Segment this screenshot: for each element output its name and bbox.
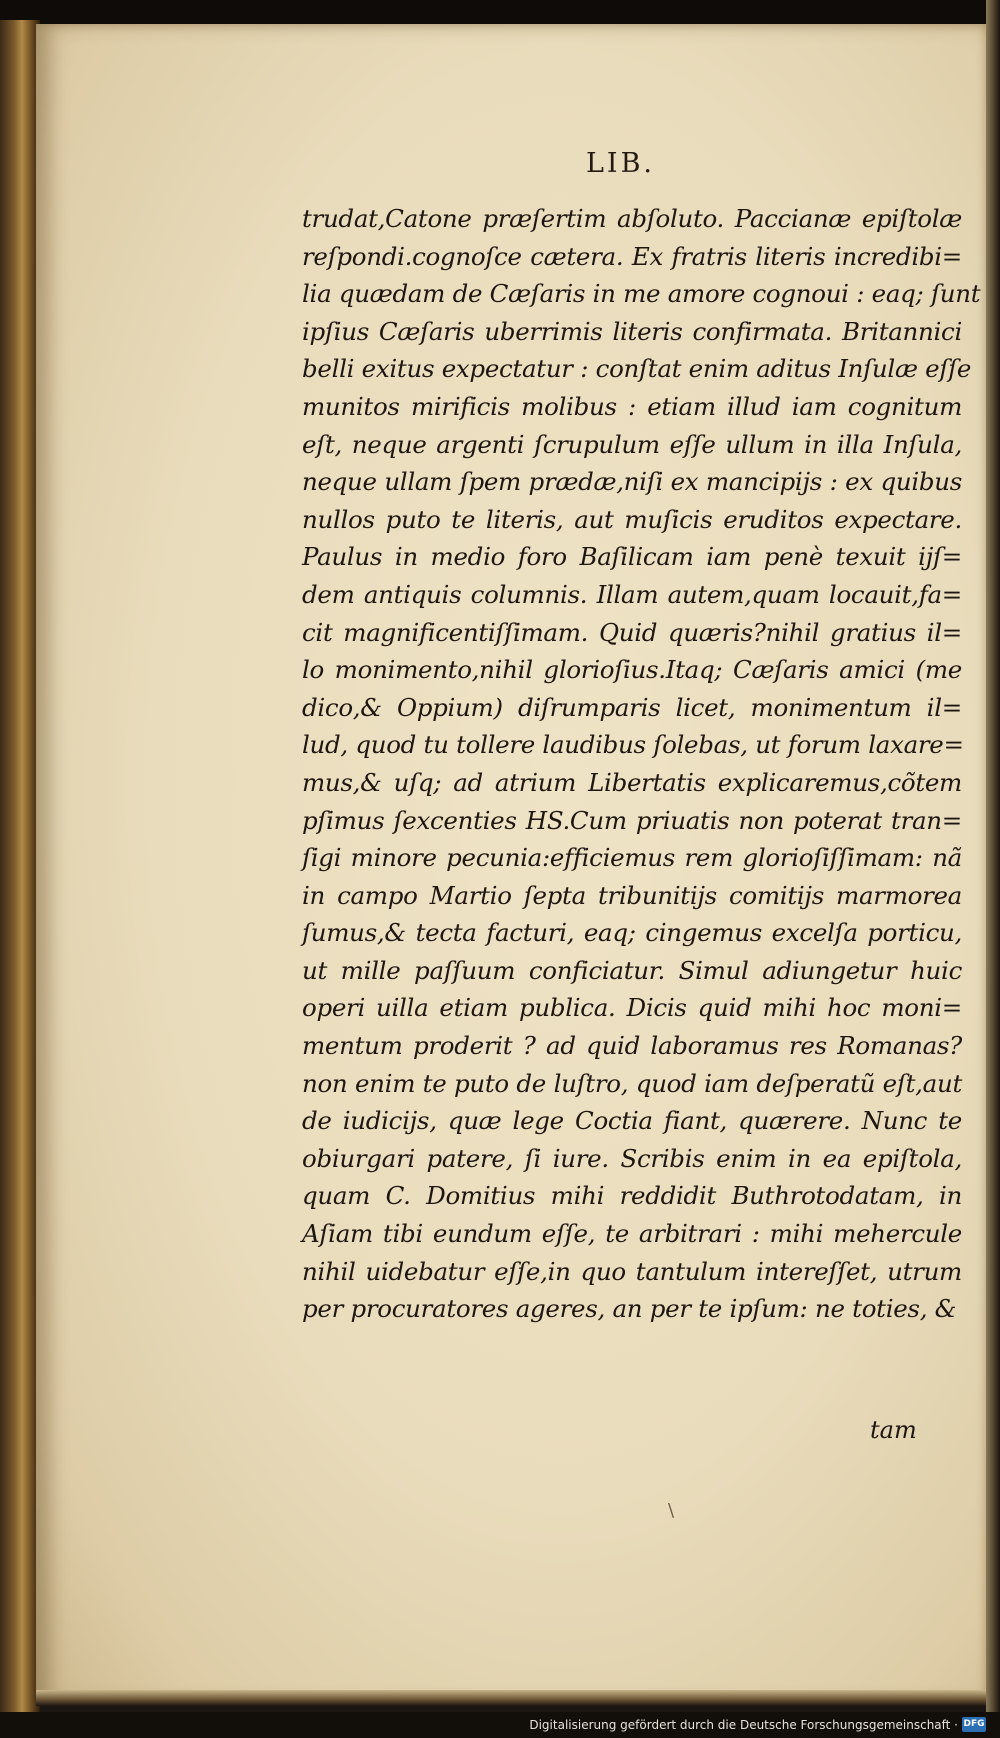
text-line: dem antiquis columnis. Illam autem,quam locauit,fa= [302,579,962,609]
text-line: belli exitus expectatur : conſtat enim aditus Inſulæ eſſe [302,354,972,384]
text-line: nihil uidebatur eſſe,in quo tantulum intereſſet, utrum [302,1256,962,1286]
text-line: dico,& Oppium) diſrumparis licet, monimentum il= [302,692,962,722]
top-background [0,0,1000,24]
funding-credit: Digitalisierung gefördert durch die Deutsche Forschungsgemeinschaft · [529,1718,958,1732]
dfg-logo: DFG [962,1717,986,1732]
page-bottom-edge [36,1690,988,1706]
text-line: non enim te puto de luſtro, quod iam deſperatũ eſt,aut [302,1068,962,1098]
text-line: eſt, neque argenti ſcrupulum eſſe ullum in illa Inſula, [302,429,962,459]
text-line: in campo Martio ſepta tribunitijs comitijs marmorea [302,880,962,910]
stray-ink-mark: \ [668,1500,675,1521]
text-line: trudat,Catone præſertim abſoluto. Paccianæ epiſtolæ [302,204,962,233]
running-header: LIB. [586,148,656,179]
page-right-edge [986,0,1000,1738]
text-line: per procuratores ageres, an per te ipſum: ne toties, & [302,1294,957,1324]
text-line: cit magnificentiſſimam. Quid quæris?nihil gratius il= [302,617,962,647]
text-line: quam C. Domitius mihi reddidit Buthrotodatam, in [302,1181,962,1211]
text-line: ſigi minore pecunia:efficiemus rem glorioſiſſimam: nã [302,843,962,873]
body-text [302,200,981,1328]
text-line: de iudicijs, quæ lege Coctia fiant, quærere. Nunc te [302,1106,962,1136]
text-line: obiurgari patere, ſi iure. Scribis enim in ea epiſtola, [302,1143,962,1173]
text-line: lud, quod tu tollere laudibus ſolebas, ut forum laxare= [302,730,964,760]
text-line: mentum proderit ? ad quid laboramus res Romanas? [302,1031,962,1061]
text-line: ſumus,& tecta facturi, eaq; cingemus excelſa porticu, [302,918,962,948]
text-line: ut mille paſſuum conficiatur. Simul adiungetur huic [302,955,962,985]
text-line: reſpondi.cognoſce cætera. Ex fratris literis incredibi= [302,241,962,271]
text-line: neque ullam ſpem prædæ,niſi ex mancipijs : ex quibus [302,467,962,497]
text-line: operi uilla etiam publica. Dicis quid mihi hoc moni= [302,993,962,1023]
book-cover-edge [0,20,40,1720]
text-line: ipſius Cæſaris uberrimis literis confirmata. Britannici [302,316,962,346]
text-line: lo monimento,nihil glorioſius.Itaq; Cæſaris amici (me [302,655,962,685]
text-line: Aſiam tibi eundum eſſe, te arbitrari : mihi mehercule [302,1219,962,1249]
text-line: nullos puto te literis, aut muſicis eruditos expectare. [302,504,962,534]
text-line: pſimus ſexcenties HS.Cum priuatis non poterat tran= [302,805,962,835]
text-line: Paulus in medio foro Baſilicam iam penè texuit ijſ= [302,542,962,572]
text-line: munitos mirificis molibus : etiam illud iam cognitum [302,391,962,421]
text-line: lia quædam de Cæſaris in me amore cognoui : eaq; ſunt [302,279,981,309]
catchword: tam [870,1416,917,1444]
text-line: mus,& uſq; ad atrium Libertatis explicaremus,cõtem [302,767,962,797]
